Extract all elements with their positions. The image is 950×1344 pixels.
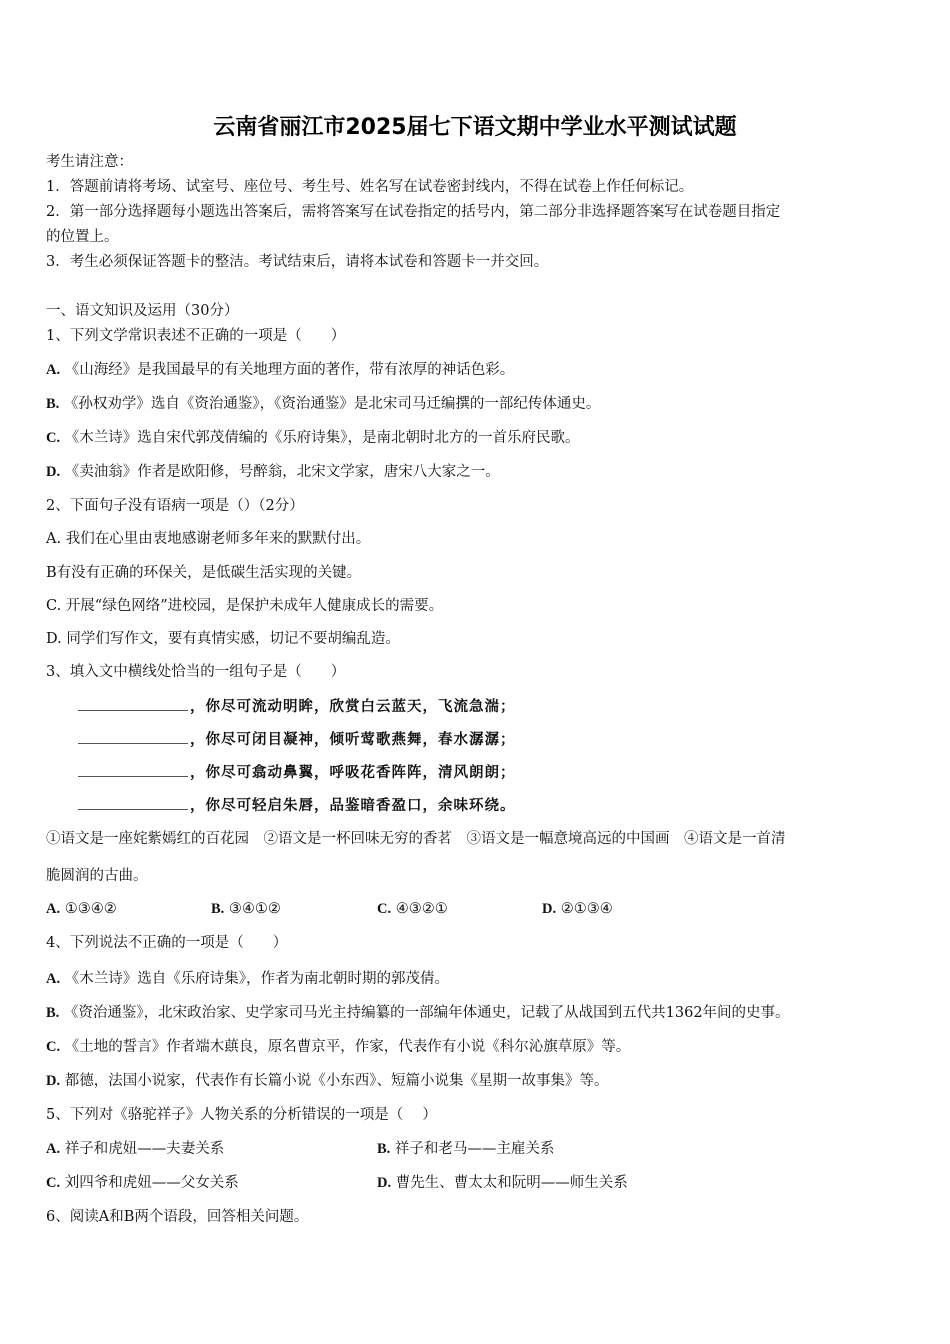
fill-blank-line	[78, 696, 516, 717]
option-label: C.	[46, 430, 61, 446]
fill-blank-line	[78, 762, 516, 783]
fill-text: ，你尽可翕动鼻翼，呼吸花香阵阵，清风朗朗；	[190, 764, 516, 781]
option-text: 刘四爷和虎妞——父女关系	[64, 1175, 239, 1191]
question-stem: 4、下列说法不正确的一项是（ ）	[46, 935, 288, 951]
option-item	[46, 360, 514, 380]
section-heading: 一、语文知识及运用（30分）	[46, 303, 239, 319]
notice-item: 1．答题前请将考场、试室号、座位号、考生号、姓名写在试卷密封线内，不得在试卷上作任何标记。	[46, 179, 694, 195]
option-text: 《木兰诗》选自《乐府诗集》，作者为南北朝时期的郭茂倩。	[64, 971, 449, 987]
answer-blank[interactable]	[78, 729, 188, 744]
option-text: 祥子和老马——主雇关系	[394, 1141, 555, 1157]
option-item	[46, 1037, 630, 1057]
option-text: 《土地的誓言》作者端木蕻良，原名曹京平，作家，代表作有小说《科尔沁旗草原》等。	[64, 1039, 631, 1055]
fill-text: ，你尽可流动明眸，欣赏白云蓝天，飞流急湍；	[190, 698, 516, 715]
option-text: 祥子和虎妞——夫妻关系	[64, 1141, 225, 1157]
option-label: B.	[377, 1141, 391, 1157]
option-text: ①③④②	[64, 901, 117, 917]
question-stem: 6、阅读A和B两个语段，回答相关问题。	[46, 1209, 309, 1225]
option-text: 《卖油翁》作者是欧阳修，号醉翁，北宋文学家，唐宋八大家之一。	[64, 464, 500, 480]
option-item	[46, 1003, 790, 1023]
option-item	[46, 1173, 239, 1193]
option-label: D.	[46, 631, 62, 647]
option-label: B.	[211, 901, 225, 917]
answer-blank[interactable]	[78, 795, 188, 810]
option-item	[46, 596, 443, 616]
option-label: D.	[46, 1073, 61, 1089]
fill-blank-line	[78, 729, 516, 750]
question-stem: 2、下面句子没有语病一项是（）（2分）	[46, 498, 304, 514]
option-item	[46, 428, 579, 448]
option-text: 《山海经》是我国最早的有关地理方面的著作，带有浓厚的神话色彩。	[64, 362, 515, 378]
option-label: D.	[377, 1175, 392, 1191]
fill-blank-line	[78, 795, 516, 816]
notice-item: 3．考生必须保证答题卡的整洁。考试结束后，请将本试卷和答题卡一并交回。	[46, 254, 549, 270]
option-text: 曹先生、曹太太和阮明——师生关系	[395, 1175, 628, 1191]
option-text: ②①③④	[560, 901, 613, 917]
option-label: B.	[46, 1005, 60, 1021]
notice-item: 2．第一部分选择题每小题选出答案后，需将答案写在试卷指定的括号内，第二部分非选择题答案写在试卷题目指定	[46, 204, 781, 220]
fill-text: ，你尽可闭目凝神，倾听莺歌燕舞，春水潺潺；	[190, 731, 516, 748]
option-label: C.	[377, 901, 392, 917]
option-item	[46, 1071, 608, 1091]
option-label: A.	[46, 362, 61, 378]
option-item	[211, 899, 281, 919]
option-text: 《资治通鉴》，北宋政治家、史学家司马光主持编纂的一部编年体通史，记载了从战国到五代共1362年间的史事。	[63, 1005, 790, 1021]
option-item	[46, 462, 500, 482]
option-item	[377, 899, 448, 919]
option-text: ④③②①	[395, 901, 448, 917]
option-label: C.	[46, 1039, 61, 1055]
fill-text: ，你尽可轻启朱唇，品鉴暗香盈口，余味环绕。	[190, 797, 516, 814]
option-text: 都德，法国小说家，代表作有长篇小说《小东西》、短篇小说集《星期一故事集》等。	[64, 1073, 609, 1089]
page-title: 云南省丽江市2025届七下语文期中学业水平测试试题	[213, 115, 737, 140]
option-text: 同学们写作文，要有真情实感，切记不要胡编乱造。	[66, 631, 400, 647]
option-item	[377, 1173, 628, 1193]
answer-blank[interactable]	[78, 696, 188, 711]
option-item	[46, 629, 400, 649]
option-item	[46, 969, 449, 989]
option-label: C.	[46, 598, 62, 614]
notice-heading: 考生请注意：	[46, 154, 133, 170]
option-text: 我们在心里由衷地感谢老师多年来的默默付出。	[65, 531, 371, 547]
option-item	[46, 394, 600, 414]
option-item	[46, 1139, 224, 1159]
option-label: B	[46, 565, 57, 581]
option-label: A.	[46, 901, 61, 917]
option-label: D.	[542, 901, 557, 917]
option-label: C.	[46, 1175, 61, 1191]
option-text: ③④①②	[228, 901, 281, 917]
question-stem: 5、下列对《骆驼祥子》人物关系的分析错误的一项是（ ）	[46, 1107, 437, 1123]
option-item	[46, 563, 361, 583]
option-item	[46, 899, 117, 919]
option-label: D.	[46, 464, 61, 480]
choice-sentences: ①语文是一座姹紫嫣红的百花园 ②语文是一杯回味无穷的香茗 ③语文是一幅意境高远的中国画 ④语文是一首清	[46, 831, 786, 847]
option-label: A.	[46, 1141, 61, 1157]
option-text: 《木兰诗》选自宋代郭茂倩编的《乐府诗集》，是南北朝时北方的一首乐府民歌。	[64, 430, 580, 446]
question-stem: 1、下列文学常识表述不正确的一项是（ ）	[46, 328, 346, 344]
option-text: 有没有正确的环保关，是低碳生活实现的关键。	[56, 565, 362, 581]
option-label: A.	[46, 531, 62, 547]
option-label: B.	[46, 396, 60, 412]
option-text: 开展“绿色网络”进校园，是保护未成年人健康成长的需要。	[65, 598, 444, 614]
option-text: 《孙权劝学》选自《资治通鉴》，《资治通鉴》是北宋司马迁编撰的一部纪传体通史。	[63, 396, 601, 412]
answer-blank[interactable]	[78, 762, 188, 777]
question-stem: 3、填入文中横线处恰当的一组句子是（ ）	[46, 664, 346, 680]
option-item	[377, 1139, 554, 1159]
notice-item: 的位置上。	[46, 229, 119, 245]
option-item	[46, 529, 370, 549]
choice-sentences: 脆圆润的古曲。	[46, 868, 148, 884]
option-item	[542, 899, 613, 919]
option-label: A.	[46, 971, 61, 987]
